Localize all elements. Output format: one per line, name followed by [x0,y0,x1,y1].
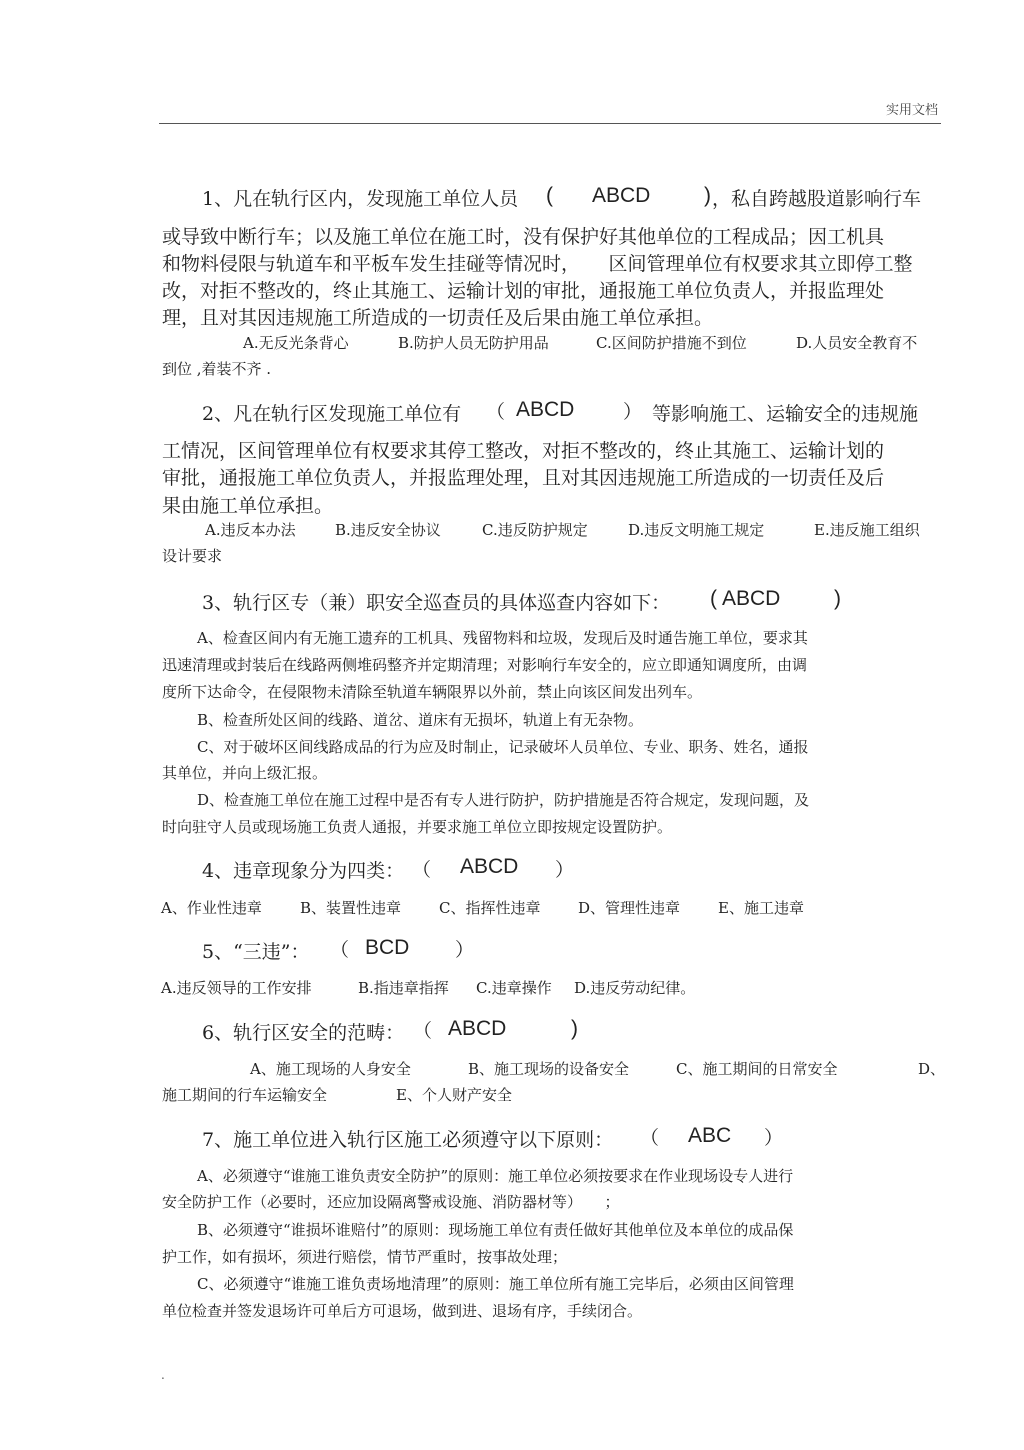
q1-line-5: 理，且对其因违规施工所造成的一切责任及后果由施工单位承担。 [162,307,714,329]
q7-item-c-line-2: 单位检查并签发退场许可单后方可退场，做到进、退场有序，手续闭合。 [162,1302,643,1320]
q1-option-c: C.区间防护措施不到位 [596,334,747,352]
q2-option-e: E.违反施工组织 [814,521,920,539]
q6-stem: 6、轨行区安全的范畴： [202,1022,405,1044]
q7-item-a-line-1: A、必须遵守“谁施工谁负责安全防护”的原则：施工单位必须按要求在作业现场设专人进行 [197,1167,794,1185]
q3-item-d-line-1: D、检查施工单位在施工过程中是否有专人进行防护，防护措施是否符合规定，发现问题，及 [197,791,810,809]
q2-paren-open: （ [486,401,506,423]
q1-stem-pre: 1、凡在轨行区内，发现施工单位人员 [202,188,519,210]
q6-option-a: A、施工现场的人身安全 [250,1060,411,1078]
q7-paren-close: ） [764,1127,784,1149]
q2-stem-pre: 2、凡在轨行区发现施工单位有 [202,403,462,425]
q1-paren-open: ( [546,184,553,207]
q1-option-b: B.防护人员无防护用品 [398,334,549,352]
q5-paren-close: ） [455,939,475,961]
q6-option-b: B、施工现场的设备安全 [468,1060,630,1078]
q4-option-a: A、作业性违章 [161,899,262,917]
q6-option-c: C、施工期间的日常安全 [676,1060,838,1078]
q2-option-c: C.违反防护规定 [482,521,588,539]
q4-answer: ABCD [460,855,519,878]
q2-line-3: 审批，通报施工单位负责人，并报监理处理，且对其因违规施工所造成的一切责任及后 [162,467,885,489]
q1-line-3: 和物料侵限与轨道车和平板车发生挂碰等情况时， 区间管理单位有权要求其立即停工整 [162,253,913,275]
q6-paren-open: （ [413,1020,433,1042]
q4-paren-open: （ [412,859,432,881]
q4-stem: 4、违章现象分为四类： [202,860,405,882]
q4-paren-close: ） [555,859,575,881]
q5-stem: 5、“三违”： [202,941,310,963]
q3-item-a-line-3: 度所下达命令，在侵限物未清除至轨道车辆限界以外前，禁止向该区间发出列车。 [162,683,703,701]
q3-paren-close: ) [834,587,841,610]
q3-answer: ABCD [722,587,781,610]
q4-option-b: B、装置性违章 [300,899,402,917]
q3-item-c-line-2: 其单位，并向上级汇报。 [162,764,328,782]
q1-option-a: A.无反光条背心 [243,334,349,352]
q5-option-c: C.违章操作 [476,979,552,997]
q3-paren-open: ( [710,587,717,610]
q2-answer: ABCD [516,398,575,421]
q5-option-d: D.违反劳动纪律。 [574,979,696,997]
q5-option-b: B.指违章指挥 [358,979,449,997]
q3-stem: 3、轨行区专（兼）职安全巡查员的具体巡查内容如下： [202,592,671,614]
q3-item-a-line-2: 迅速清理或封装后在线路两侧堆码整齐并定期清理；对影响行车安全的，应立即通知调度所，由调 [162,656,808,674]
header-rule [159,123,941,124]
q2-stem-post: 等影响施工、运输安全的违规施 [652,403,919,425]
q5-answer: BCD [365,936,410,959]
q2-option-a: A.违反本办法 [205,521,296,539]
q4-option-e: E、施工违章 [718,899,804,917]
q6-option-e: E、个人财产安全 [396,1086,512,1104]
q1-option-d: D.人员安全教育不 [796,334,918,352]
q3-item-d-line-2: 时向驻守人员或现场施工负责人通报，并要求施工单位立即按规定设置防护。 [162,818,673,836]
q6-option-d-label: D、 [918,1060,946,1078]
q7-item-b-line-1: B、必须遵守“谁损坏谁赔付”的原则：现场施工单位有责任做好其他单位及本单位的成品保 [197,1221,794,1239]
q1-line-4: 改，对拒不整改的，终止其施工、运输计划的审批，通报施工单位负责人，并报监理处 [162,280,885,302]
q7-stem: 7、施工单位进入轨行区施工必须遵守以下原则： [202,1129,614,1151]
q2-line-4: 果由施工单位承担。 [162,495,334,517]
q3-item-b: B、检查所处区间的线路、道岔、道床有无损坏，轨道上有无杂物。 [197,711,644,729]
q1-paren-close: ) [704,184,711,207]
q3-item-a-line-1: A、检查区间内有无施工遗弃的工机具、残留物料和垃圾，发现后及时通告施工单位，要求其 [197,629,808,647]
q2-options-cont: 设计要求 [162,547,223,565]
q3-item-c-line-1: C、对于破坏区间线路成品的行为应及时制止，记录破坏人员单位、专业、职务、姓名，通报 [197,738,809,756]
q2-option-d: D.违反文明施工规定 [628,521,765,539]
q7-item-a-line-2: 安全防护工作（必要时，还应加设隔离警戒设施、消防器材等） ； [162,1193,620,1211]
q1-options-cont: 到位 ,着装不齐 . [162,360,272,378]
q1-answer: ABCD [592,184,651,207]
q7-paren-open: （ [640,1127,660,1149]
q5-option-a: A.违反领导的工作安排 [161,979,312,997]
q1-stem-post: ，私自跨越股道影响行车 [712,188,922,210]
q4-option-d: D、管理性违章 [578,899,681,917]
q2-option-b: B.违反安全协议 [335,521,441,539]
q1-line-2: 或导致中断行车；以及施工单位在施工时，没有保护好其他单位的工程成品；因工机具 [162,226,885,248]
q7-item-c-line-1: C、必须遵守“谁施工谁负责场地清理”的原则：施工单位所有施工完毕后，必须由区间管理 [197,1275,794,1293]
q6-answer: ABCD [448,1017,507,1040]
header-label: 实用文档 [885,103,938,118]
q2-paren-close: ） [623,401,643,423]
q7-item-b-line-2: 护工作，如有损坏，须进行赔偿，情节严重时，按事故处理； [162,1248,568,1266]
q6-paren-close: ) [571,1017,578,1040]
q7-answer: ABC [688,1124,732,1147]
q6-option-d: 施工期间的行车运输安全 [162,1086,328,1104]
footer-dot: . [161,1368,165,1382]
q5-paren-open: （ [330,939,350,961]
q4-option-c: C、指挥性违章 [439,899,541,917]
q2-line-2: 工情况，区间管理单位有权要求其停工整改，对拒不整改的，终止其施工、运输计划的 [162,440,885,462]
